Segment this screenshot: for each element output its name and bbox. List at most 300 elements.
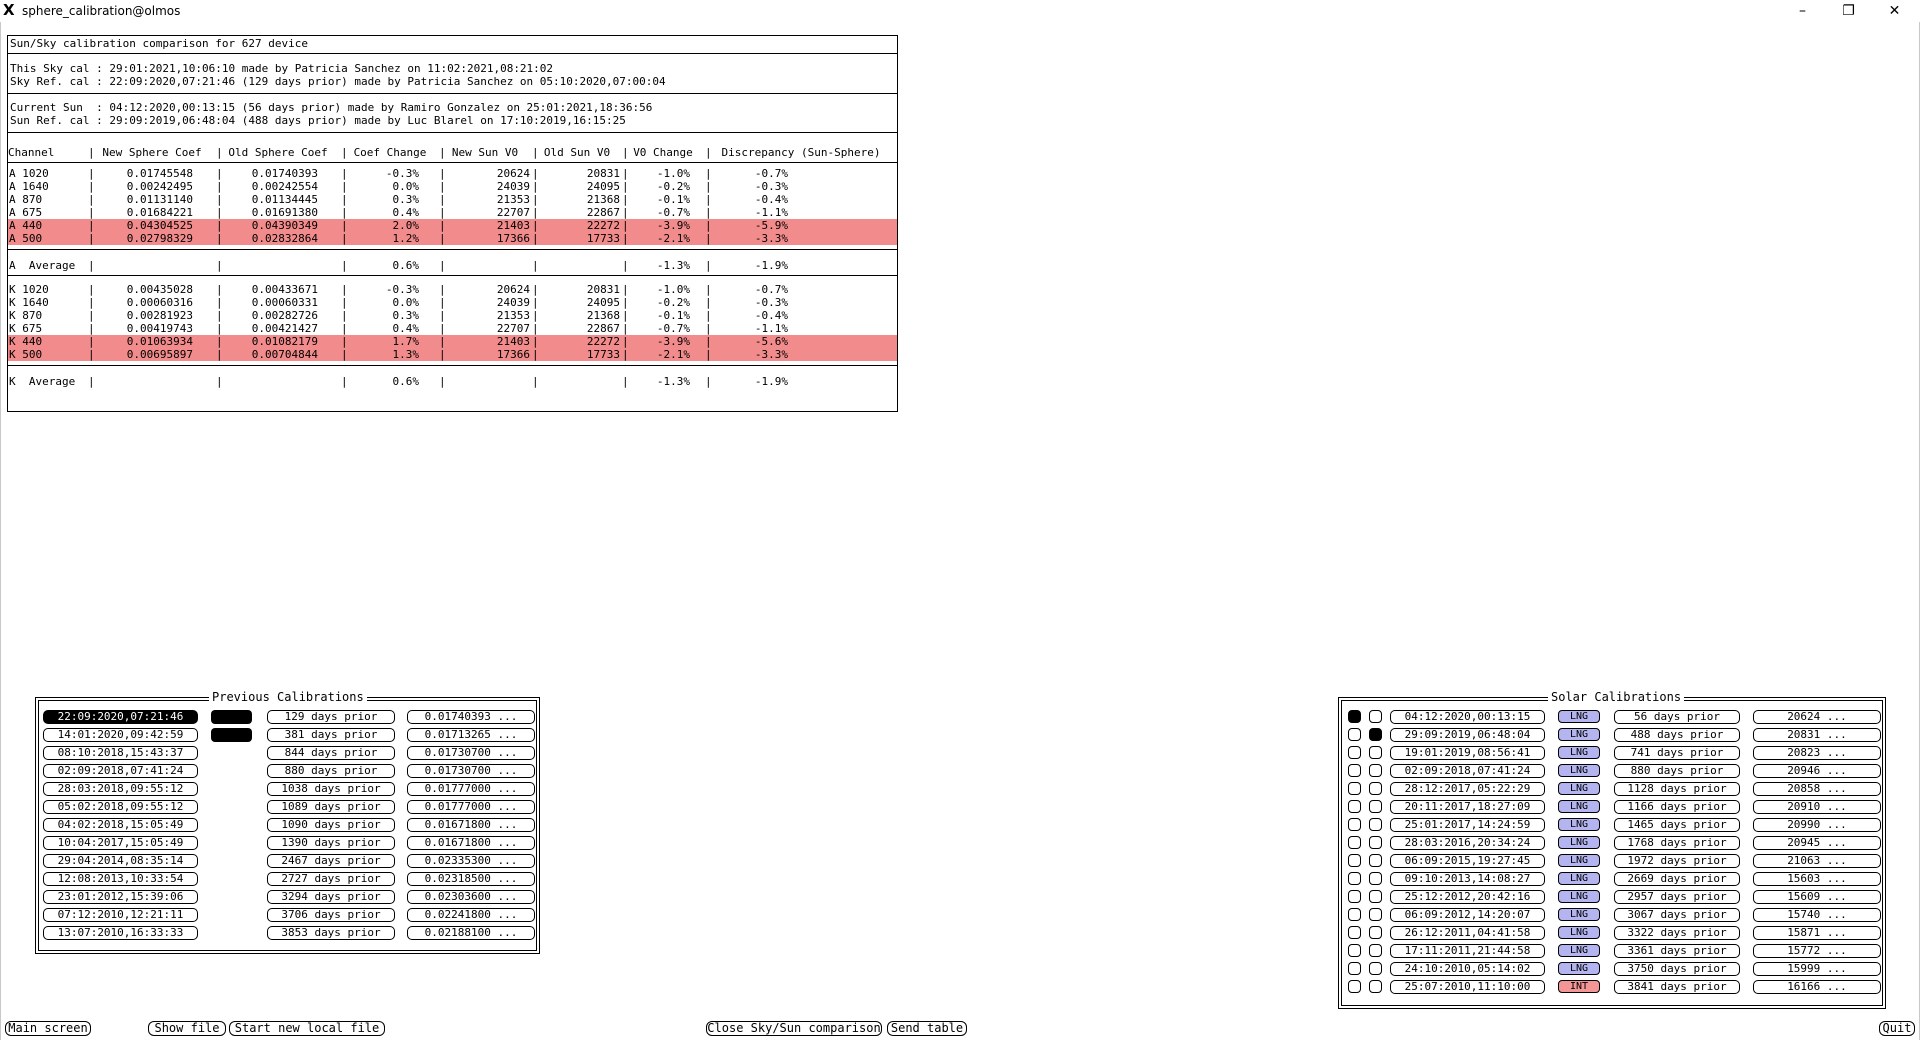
divider <box>8 132 897 133</box>
column-separator: | <box>439 296 446 309</box>
table-cell: A 440 <box>9 219 43 232</box>
table-cell: -0.4% <box>754 193 788 206</box>
column-separator: | <box>88 335 95 348</box>
table-cell: K 675 <box>9 322 43 335</box>
table-cell: -0.3% <box>754 180 788 193</box>
table-cell: -0.7% <box>656 322 690 335</box>
column-separator: | <box>439 206 446 219</box>
lng-badge: LNG <box>1558 764 1600 777</box>
reference-sun-radio[interactable] <box>1369 710 1382 723</box>
lng-badge: LNG <box>1558 710 1600 723</box>
v0-button[interactable]: 20823 ... <box>1753 746 1881 760</box>
table-cell: -2.1% <box>656 232 690 245</box>
column-separator: | <box>622 283 629 296</box>
v0-button[interactable]: 15740 ... <box>1753 908 1881 922</box>
solar-calibrations-panel <box>1338 690 1886 1009</box>
lng-badge: LNG <box>1558 782 1600 795</box>
column-separator: | <box>439 283 446 296</box>
table-cell: 21368 <box>586 193 620 206</box>
table-cell: -1.3% <box>656 259 690 272</box>
solar-date-button[interactable]: 25:12:2012,20:42:16 <box>1390 890 1545 904</box>
column-separator: | <box>439 219 446 232</box>
column-separator: | <box>341 167 348 180</box>
column-separator: | <box>532 322 539 335</box>
v0-button[interactable]: 20990 ... <box>1753 818 1881 832</box>
v0-button[interactable]: 15772 ... <box>1753 944 1881 958</box>
column-header: Coef Change <box>353 146 427 159</box>
column-separator: | <box>88 180 95 193</box>
column-separator: | <box>341 375 348 388</box>
column-separator: | <box>216 283 223 296</box>
column-separator: | <box>705 180 712 193</box>
reference-sun-radio[interactable] <box>1369 944 1382 957</box>
days-prior-label: 1038 days prior <box>267 782 395 796</box>
table-cell: -3.9% <box>656 219 690 232</box>
table-cell: -0.3% <box>754 296 788 309</box>
coefficient-button[interactable]: 0.02335300 ... <box>407 854 535 868</box>
reference-sun-radio[interactable] <box>1369 728 1382 741</box>
table-cell: 20624 <box>496 283 530 296</box>
lng-badge: LNG <box>1558 926 1600 939</box>
column-separator: | <box>216 167 223 180</box>
column-separator: | <box>439 309 446 322</box>
calibration-date-button[interactable]: 29:04:2014,08:35:14 <box>43 854 198 868</box>
table-cell: 0.00060331 <box>251 296 318 309</box>
lng-badge: LNG <box>1558 962 1600 975</box>
window-title: sphere_calibration@olmos <box>22 4 181 18</box>
reference-sun-radio[interactable] <box>1369 854 1382 867</box>
column-separator: | <box>216 296 223 309</box>
column-separator: | <box>439 375 446 388</box>
reference-sun-radio[interactable] <box>1369 782 1382 795</box>
column-separator: | <box>622 322 629 335</box>
table-cell: K 500 <box>9 348 43 361</box>
column-separator: | <box>439 146 446 159</box>
v0-button[interactable]: 20858 ... <box>1753 782 1881 796</box>
solar-date-button[interactable]: 28:03:2016,20:34:24 <box>1390 836 1545 850</box>
table-cell: K 440 <box>9 335 43 348</box>
reference-sun-radio[interactable] <box>1369 962 1382 975</box>
reference-sun-radio[interactable] <box>1369 890 1382 903</box>
column-separator: | <box>705 146 712 159</box>
table-cell: 1.3% <box>392 348 419 361</box>
v0-button[interactable]: 15999 ... <box>1753 962 1881 976</box>
current-sun-radio[interactable] <box>1348 710 1361 723</box>
table-cell: 21403 <box>496 335 530 348</box>
table-row <box>8 309 897 322</box>
days-prior-label: 1768 days prior <box>1614 836 1740 850</box>
column-separator: | <box>216 206 223 219</box>
column-separator: | <box>216 335 223 348</box>
coefficient-button[interactable]: 0.02318500 ... <box>407 872 535 886</box>
column-separator: | <box>341 219 348 232</box>
current-sun-radio[interactable] <box>1348 818 1361 831</box>
lng-badge: LNG <box>1558 836 1600 849</box>
column-separator: | <box>705 232 712 245</box>
minimize-icon[interactable]: – <box>1799 3 1806 19</box>
v0-button[interactable]: 21063 ... <box>1753 854 1881 868</box>
reference-sun-radio[interactable] <box>1369 800 1382 813</box>
table-cell: 0.04304525 <box>126 219 193 232</box>
divider <box>8 162 897 163</box>
coefficient-button[interactable]: 0.01777000 ... <box>407 782 535 796</box>
v0-button[interactable]: 15871 ... <box>1753 926 1881 940</box>
close-icon[interactable]: ✕ <box>1888 3 1901 19</box>
current-sun-radio[interactable] <box>1348 854 1361 867</box>
days-prior-label: 1465 days prior <box>1614 818 1740 832</box>
v0-button[interactable]: 20910 ... <box>1753 800 1881 814</box>
v0-button[interactable]: 15603 ... <box>1753 872 1881 886</box>
reference-sun-radio[interactable] <box>1369 926 1382 939</box>
calibration-date-button[interactable]: 12:08:2013,10:33:54 <box>43 872 198 886</box>
table-cell: -0.2% <box>656 180 690 193</box>
x-icon: X <box>3 1 15 19</box>
table-cell: 0.0% <box>392 180 419 193</box>
days-prior-label: 2467 days prior <box>267 854 395 868</box>
column-separator: | <box>622 296 629 309</box>
days-prior-label: 1166 days prior <box>1614 800 1740 814</box>
lng-badge: LNG <box>1558 872 1600 885</box>
calibration-date-button[interactable]: 08:10:2018,15:43:37 <box>43 746 198 760</box>
column-separator: | <box>439 348 446 361</box>
coefficient-button[interactable]: 0.01730700 ... <box>407 764 535 778</box>
coefficient-button[interactable]: 0.01730700 ... <box>407 746 535 760</box>
current-sun-radio[interactable] <box>1348 728 1361 741</box>
table-row <box>8 283 897 296</box>
days-prior-label: 381 days prior <box>267 728 395 742</box>
days-prior-label: 3750 days prior <box>1614 962 1740 976</box>
column-separator: | <box>705 375 712 388</box>
days-prior-label: 3067 days prior <box>1614 908 1740 922</box>
v0-button[interactable]: 20945 ... <box>1753 836 1881 850</box>
solar-date-button[interactable]: 17:11:2011,21:44:58 <box>1390 944 1545 958</box>
days-prior-label: 844 days prior <box>267 746 395 760</box>
days-prior-label: 1390 days prior <box>267 836 395 850</box>
reference-sun-radio[interactable] <box>1369 872 1382 885</box>
column-separator: | <box>622 146 629 159</box>
column-separator: | <box>532 146 539 159</box>
column-header: New Sphere Coef <box>102 146 202 159</box>
solar-calibrations-title: Solar Calibrations <box>1548 690 1684 704</box>
table-cell: -0.7% <box>754 283 788 296</box>
table-cell: 0.00281923 <box>126 309 193 322</box>
days-prior-label: 3322 days prior <box>1614 926 1740 940</box>
column-separator: | <box>341 335 348 348</box>
table-cell: 0.01691380 <box>251 206 318 219</box>
comparison-title: Sun/Sky calibration comparison for 627 device <box>10 37 309 50</box>
solar-date-button[interactable]: 25:01:2017,14:24:59 <box>1390 818 1545 832</box>
column-separator: | <box>532 348 539 361</box>
table-cell: 0.00435028 <box>126 283 193 296</box>
table-cell: 22867 <box>586 206 620 219</box>
v0-button[interactable]: 15609 ... <box>1753 890 1881 904</box>
table-cell: 17366 <box>496 232 530 245</box>
v0-button[interactable]: 20946 ... <box>1753 764 1881 778</box>
column-separator: | <box>341 193 348 206</box>
selection-marker[interactable] <box>211 728 252 742</box>
table-cell: -0.1% <box>656 309 690 322</box>
days-prior-label: 2727 days prior <box>267 872 395 886</box>
column-header: New Sun V0 <box>451 146 519 159</box>
column-separator: | <box>622 167 629 180</box>
solar-date-button[interactable]: 24:10:2010,05:14:02 <box>1390 962 1545 976</box>
column-header: Old Sun V0 <box>543 146 611 159</box>
table-cell: 0.01740393 <box>251 167 318 180</box>
table-cell: 0.00433671 <box>251 283 318 296</box>
current-sun-radio[interactable] <box>1348 782 1361 795</box>
column-separator: | <box>622 259 629 272</box>
table-cell: 0.3% <box>392 193 419 206</box>
table-cell: 0.00695897 <box>126 348 193 361</box>
column-separator: | <box>439 335 446 348</box>
column-separator: | <box>705 206 712 219</box>
column-separator: | <box>216 146 223 159</box>
main-screen-button[interactable]: Main screen <box>5 1021 91 1036</box>
days-prior-label: 1972 days prior <box>1614 854 1740 868</box>
table-cell: 0.01082179 <box>251 335 318 348</box>
solar-date-button[interactable]: 26:12:2011,04:41:58 <box>1390 926 1545 940</box>
table-cell: 22272 <box>586 219 620 232</box>
solar-date-button[interactable]: 19:01:2019,08:56:41 <box>1390 746 1545 760</box>
lng-badge: LNG <box>1558 944 1600 957</box>
table-cell: 1.2% <box>392 232 419 245</box>
current-sun-radio[interactable] <box>1348 962 1361 975</box>
title-bar <box>0 0 1920 22</box>
column-separator: | <box>216 193 223 206</box>
table-row <box>8 296 897 309</box>
table-cell: -0.1% <box>656 193 690 206</box>
coefficient-button[interactable]: 0.02188100 ... <box>407 926 535 940</box>
table-cell: -3.3% <box>754 232 788 245</box>
column-separator: | <box>622 180 629 193</box>
table-cell: 21368 <box>586 309 620 322</box>
coefficient-button[interactable]: 0.02241800 ... <box>407 908 535 922</box>
send-table-button[interactable]: Send table <box>887 1021 967 1036</box>
table-cell: 0.02832864 <box>251 232 318 245</box>
column-separator: | <box>439 232 446 245</box>
current-sun-radio[interactable] <box>1348 746 1361 759</box>
column-separator: | <box>216 232 223 245</box>
column-separator: | <box>88 232 95 245</box>
table-row <box>8 180 897 193</box>
solar-date-button[interactable]: 20:11:2017,18:27:09 <box>1390 800 1545 814</box>
coefficient-button[interactable]: 0.01777000 ... <box>407 800 535 814</box>
quit-button[interactable]: Quit <box>1879 1021 1915 1036</box>
column-separator: | <box>88 193 95 206</box>
average-row <box>8 259 897 272</box>
column-separator: | <box>532 375 539 388</box>
column-separator: | <box>341 206 348 219</box>
average-row <box>8 375 897 388</box>
calibration-date-button[interactable]: 13:07:2010,16:33:33 <box>43 926 198 940</box>
column-separator: | <box>705 283 712 296</box>
column-separator: | <box>622 232 629 245</box>
table-cell: 0.01745548 <box>126 167 193 180</box>
reference-sun-radio[interactable] <box>1369 908 1382 921</box>
column-separator: | <box>439 180 446 193</box>
column-separator: | <box>88 348 95 361</box>
table-cell: 24095 <box>586 296 620 309</box>
column-separator: | <box>705 335 712 348</box>
solar-date-button[interactable]: 29:09:2019,06:48:04 <box>1390 728 1545 742</box>
coefficient-button[interactable]: 0.02303600 ... <box>407 890 535 904</box>
column-separator: | <box>341 259 348 272</box>
show-file-button[interactable]: Show file <box>148 1021 226 1036</box>
reference-sun-radio[interactable] <box>1369 764 1382 777</box>
column-separator: | <box>705 259 712 272</box>
table-cell: 0.00282726 <box>251 309 318 322</box>
table-cell: 2.0% <box>392 219 419 232</box>
column-separator: | <box>88 375 95 388</box>
v0-button[interactable]: 20831 ... <box>1753 728 1881 742</box>
column-separator: | <box>216 219 223 232</box>
reference-sun-radio[interactable] <box>1369 836 1382 849</box>
column-separator: | <box>439 193 446 206</box>
column-separator: | <box>341 296 348 309</box>
column-separator: | <box>439 167 446 180</box>
column-separator: | <box>622 309 629 322</box>
column-separator: | <box>622 206 629 219</box>
table-cell: 24039 <box>496 180 530 193</box>
close-comparison-button[interactable]: Close Sky/Sun comparison <box>707 1021 881 1035</box>
table-cell: 0.01063934 <box>126 335 193 348</box>
solar-date-button[interactable]: 06:09:2012,14:20:07 <box>1390 908 1545 922</box>
reference-sun-radio[interactable] <box>1369 980 1382 993</box>
column-separator: | <box>216 322 223 335</box>
calibration-date-button[interactable]: 04:02:2018,15:05:49 <box>43 818 198 832</box>
table-cell: K Average <box>9 375 76 388</box>
days-prior-label: 129 days prior <box>267 710 395 724</box>
column-separator: | <box>532 232 539 245</box>
table-cell: -1.1% <box>754 322 788 335</box>
table-cell: 22272 <box>586 335 620 348</box>
column-separator: | <box>705 348 712 361</box>
current-sun-radio[interactable] <box>1348 980 1361 993</box>
selection-marker[interactable] <box>211 710 252 724</box>
divider <box>8 365 897 366</box>
column-separator: | <box>341 180 348 193</box>
column-separator: | <box>88 259 95 272</box>
table-cell: -5.6% <box>754 335 788 348</box>
table-cell: 1.7% <box>392 335 419 348</box>
calibration-date-button[interactable]: 22:09:2020,07:21:46 <box>43 710 198 724</box>
column-separator: | <box>705 167 712 180</box>
coefficient-button[interactable]: 0.01740393 ... <box>407 710 535 724</box>
column-separator: | <box>622 219 629 232</box>
table-cell: -1.0% <box>656 167 690 180</box>
column-separator: | <box>705 193 712 206</box>
reference-sun-radio[interactable] <box>1369 818 1382 831</box>
days-prior-label: 2957 days prior <box>1614 890 1740 904</box>
column-separator: | <box>532 259 539 272</box>
coefficient-button[interactable]: 0.01671800 ... <box>407 818 535 832</box>
column-separator: | <box>88 296 95 309</box>
coefficient-button[interactable]: 0.01671800 ... <box>407 836 535 850</box>
calibration-date-button[interactable]: 05:02:2018,09:55:12 <box>43 800 198 814</box>
table-row <box>8 232 897 245</box>
v0-button[interactable]: 20624 ... <box>1753 710 1881 724</box>
table-cell: K 1020 <box>9 283 49 296</box>
days-prior-label: 3841 days prior <box>1614 980 1740 994</box>
window-border-left <box>0 22 1 1040</box>
current-sun-radio[interactable] <box>1348 836 1361 849</box>
days-prior-label: 3853 days prior <box>267 926 395 940</box>
solar-date-button[interactable]: 09:10:2013,14:08:27 <box>1390 872 1545 886</box>
current-sun-radio[interactable] <box>1348 890 1361 903</box>
column-separator: | <box>341 309 348 322</box>
table-cell: 24039 <box>496 296 530 309</box>
v0-button[interactable]: 16166 ... <box>1753 980 1881 994</box>
start-new-local-file-button[interactable]: Start new local file <box>229 1021 385 1036</box>
column-separator: | <box>705 322 712 335</box>
solar-date-button[interactable]: 25:07:2010,11:10:00 <box>1390 980 1545 994</box>
table-cell: -1.9% <box>754 259 788 272</box>
table-cell: 0.6% <box>392 375 419 388</box>
current-sun-radio[interactable] <box>1348 764 1361 777</box>
table-row <box>8 348 897 361</box>
column-separator: | <box>88 322 95 335</box>
table-row <box>8 193 897 206</box>
table-cell: 0.00704844 <box>251 348 318 361</box>
column-separator: | <box>88 283 95 296</box>
days-prior-label: 1090 days prior <box>267 818 395 832</box>
calibration-date-button[interactable]: 23:01:2012,15:39:06 <box>43 890 198 904</box>
restore-icon[interactable]: ❐ <box>1842 3 1855 19</box>
current-sun-radio[interactable] <box>1348 926 1361 939</box>
solar-date-button[interactable]: 28:12:2017,05:22:29 <box>1390 782 1545 796</box>
column-separator: | <box>705 309 712 322</box>
calibration-date-button[interactable]: 07:12:2010,12:21:11 <box>43 908 198 922</box>
column-separator: | <box>532 167 539 180</box>
table-cell: K 870 <box>9 309 43 322</box>
table-cell: -1.3% <box>656 375 690 388</box>
current-sun-radio[interactable] <box>1348 800 1361 813</box>
calibration-date-button[interactable]: 14:01:2020,09:42:59 <box>43 728 198 742</box>
table-cell: 0.02798329 <box>126 232 193 245</box>
column-separator: | <box>216 180 223 193</box>
table-cell: A 1640 <box>9 180 49 193</box>
column-header: V0 Change <box>633 146 693 159</box>
current-sun-radio[interactable] <box>1348 908 1361 921</box>
coefficient-button[interactable]: 0.01713265 ... <box>407 728 535 742</box>
table-cell: 20831 <box>586 283 620 296</box>
table-cell: A 870 <box>9 193 43 206</box>
reference-sun-radio[interactable] <box>1369 746 1382 759</box>
table-row <box>8 219 897 232</box>
table-cell: 22707 <box>496 206 530 219</box>
current-sun-radio[interactable] <box>1348 872 1361 885</box>
solar-date-button[interactable]: 06:09:2015,19:27:45 <box>1390 854 1545 868</box>
table-cell: 24095 <box>586 180 620 193</box>
calibration-date-button[interactable]: 02:09:2018,07:41:24 <box>43 764 198 778</box>
table-cell: 0.4% <box>392 322 419 335</box>
days-prior-label: 880 days prior <box>267 764 395 778</box>
table-cell: -0.2% <box>656 296 690 309</box>
table-cell: 21353 <box>496 193 530 206</box>
days-prior-label: 488 days prior <box>1614 728 1740 742</box>
calibration-date-button[interactable]: 28:03:2018,09:55:12 <box>43 782 198 796</box>
solar-date-button[interactable]: 04:12:2020,00:13:15 <box>1390 710 1545 724</box>
comparison-panel <box>7 35 898 412</box>
column-separator: | <box>88 206 95 219</box>
lng-badge: LNG <box>1558 746 1600 759</box>
calibration-date-button[interactable]: 10:04:2017,15:05:49 <box>43 836 198 850</box>
column-separator: | <box>216 259 223 272</box>
current-sun-radio[interactable] <box>1348 944 1361 957</box>
solar-date-button[interactable]: 02:09:2018,07:41:24 <box>1390 764 1545 778</box>
table-cell: 0.01684221 <box>126 206 193 219</box>
table-cell: 0.4% <box>392 206 419 219</box>
